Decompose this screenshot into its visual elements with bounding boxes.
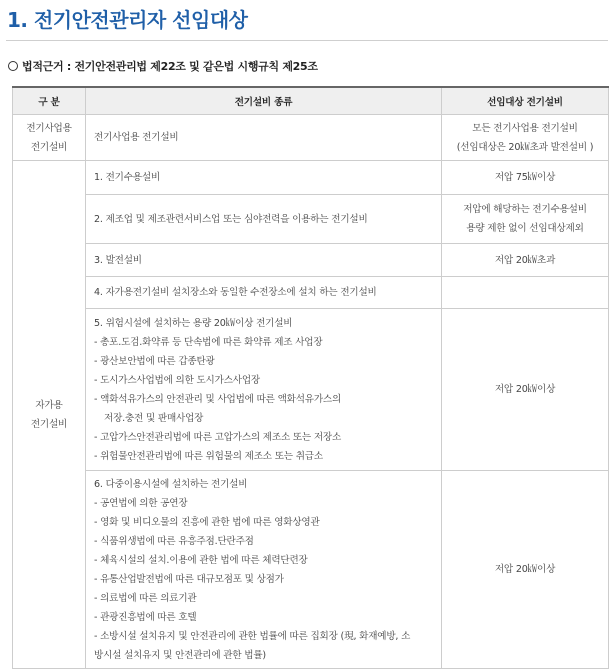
equipment-line: 6. 다중이용시설에 설치하는 전기설비 xyxy=(94,478,248,490)
equipment-line: 1. 전기수용설비 xyxy=(94,172,161,183)
equipment-line: - 고압가스안전관리법에 따른 고압가스의 제조소 또는 저장소 xyxy=(94,431,342,443)
category-line: 전기사업용 xyxy=(26,122,72,134)
target-cell xyxy=(442,244,609,277)
header-equipment-type: 전기설비 종류 xyxy=(86,87,442,115)
equipment-line: 4. 자가용전기설비 설치장소와 동일한 수전장소에 설치 하는 전기설비 xyxy=(94,287,377,298)
target-cell xyxy=(442,195,609,244)
equipment-cell xyxy=(86,471,442,669)
equipment-line: - 액화석유가스의 안전관리 및 사업법에 따른 액화석유가스의 xyxy=(94,393,342,405)
equipment-cell xyxy=(86,244,442,277)
target-line: 저압 20㎾이상 xyxy=(494,564,556,575)
target-cell xyxy=(442,471,609,669)
table-row xyxy=(13,161,609,195)
target-cell xyxy=(442,277,609,309)
equipment-line: - 공연법에 의한 공연장 xyxy=(94,497,188,509)
equipment-line: - 유통산업발전법에 따른 대규모점포 및 상점가 xyxy=(94,573,284,585)
page-title: 1. 전기안전관리자 선임대상 xyxy=(7,8,248,32)
equipment-line: 2. 제조업 및 제조관련서비스업 또는 심야전력을 이용하는 전기설비 xyxy=(94,213,368,225)
target-cell xyxy=(442,161,609,195)
table-header-row xyxy=(13,87,609,115)
equipment-cell xyxy=(86,195,442,244)
title-divider xyxy=(6,40,608,41)
equipment-cell xyxy=(86,277,442,309)
target-line: 저압 75㎾이상 xyxy=(494,172,556,183)
equipment-line: - 소방시설 설치유지 및 안전관리에 관한 법률에 따른 집회장 (現, 화재예방, 소 xyxy=(94,630,411,642)
equipment-line: - 도시가스사업법에 의한 도시가스사업장 xyxy=(94,374,260,386)
target-line: 저압 20㎾초과 xyxy=(494,254,556,266)
legal-basis xyxy=(8,58,318,74)
table-row xyxy=(13,115,609,161)
equipment-cell xyxy=(86,309,442,471)
target-line: (선임대상은 20㎾초과 발전설비 ) xyxy=(456,141,594,153)
header-target-equipment: 선임대상 전기설비 xyxy=(442,87,609,115)
target-line: 용량 제한 없이 선임대상제외 xyxy=(466,223,584,234)
appointment-target-table xyxy=(12,86,609,669)
circle-bullet-icon xyxy=(8,61,18,71)
equipment-line: 저장.충전 및 판매사업장 xyxy=(104,412,204,424)
category-cell xyxy=(13,115,86,161)
equipment-line: - 관광진흥법에 따른 호텔 xyxy=(94,611,197,623)
table-row xyxy=(13,309,609,471)
equipment-line: 방시설 설치유지 및 안전관리에 관한 법률) xyxy=(94,649,266,661)
equipment-line: 5. 위험시설에 설치하는 용량 20㎾이상 전기설비 xyxy=(94,317,293,329)
table-row xyxy=(13,244,609,277)
equipment-line: - 광산보안법에 따른 갑종탄광 xyxy=(94,355,215,367)
target-line: 저압 20㎾이상 xyxy=(494,384,556,395)
category-line: 전기설비 xyxy=(30,141,68,153)
equipment-cell: 전기사업용 전기설비 xyxy=(86,115,442,161)
header-category: 구 분 xyxy=(13,87,86,115)
legal-basis-text: 법적근거 : 전기안전관리법 제22조 및 같은법 시행규칙 제25조 xyxy=(22,60,318,73)
equipment-line: 3. 발전설비 xyxy=(94,254,142,266)
table-row xyxy=(13,195,609,244)
equipment-line: - 총포.도검.화약류 등 단속법에 따른 화약류 제조 사업장 xyxy=(94,336,323,348)
table-row xyxy=(13,277,609,309)
category-line: 전기설비 xyxy=(30,418,68,430)
category-cell xyxy=(13,161,86,669)
equipment-line: - 의료법에 따른 의료기관 xyxy=(94,592,197,604)
target-line: 모든 전기사업용 전기설비 xyxy=(472,122,578,134)
equipment-line: - 체육시설의 설치.이용에 관한 법에 따른 체력단련장 xyxy=(94,554,308,566)
target-line: 저압에 해당하는 전기수용설비 xyxy=(463,204,587,215)
target-cell xyxy=(442,309,609,471)
table-row xyxy=(13,471,609,669)
equipment-cell xyxy=(86,161,442,195)
equipment-line: - 식품위생법에 따른 유흥주점.단란주점 xyxy=(94,535,254,547)
category-line: 자가용 xyxy=(35,399,63,411)
target-cell xyxy=(442,115,609,161)
equipment-line: - 위험물안전관리법에 따른 위험물의 제조소 또는 취급소 xyxy=(94,450,323,462)
equipment-line: - 영화 및 비디오물의 진흥에 관한 법에 따른 영화상영관 xyxy=(94,516,320,528)
